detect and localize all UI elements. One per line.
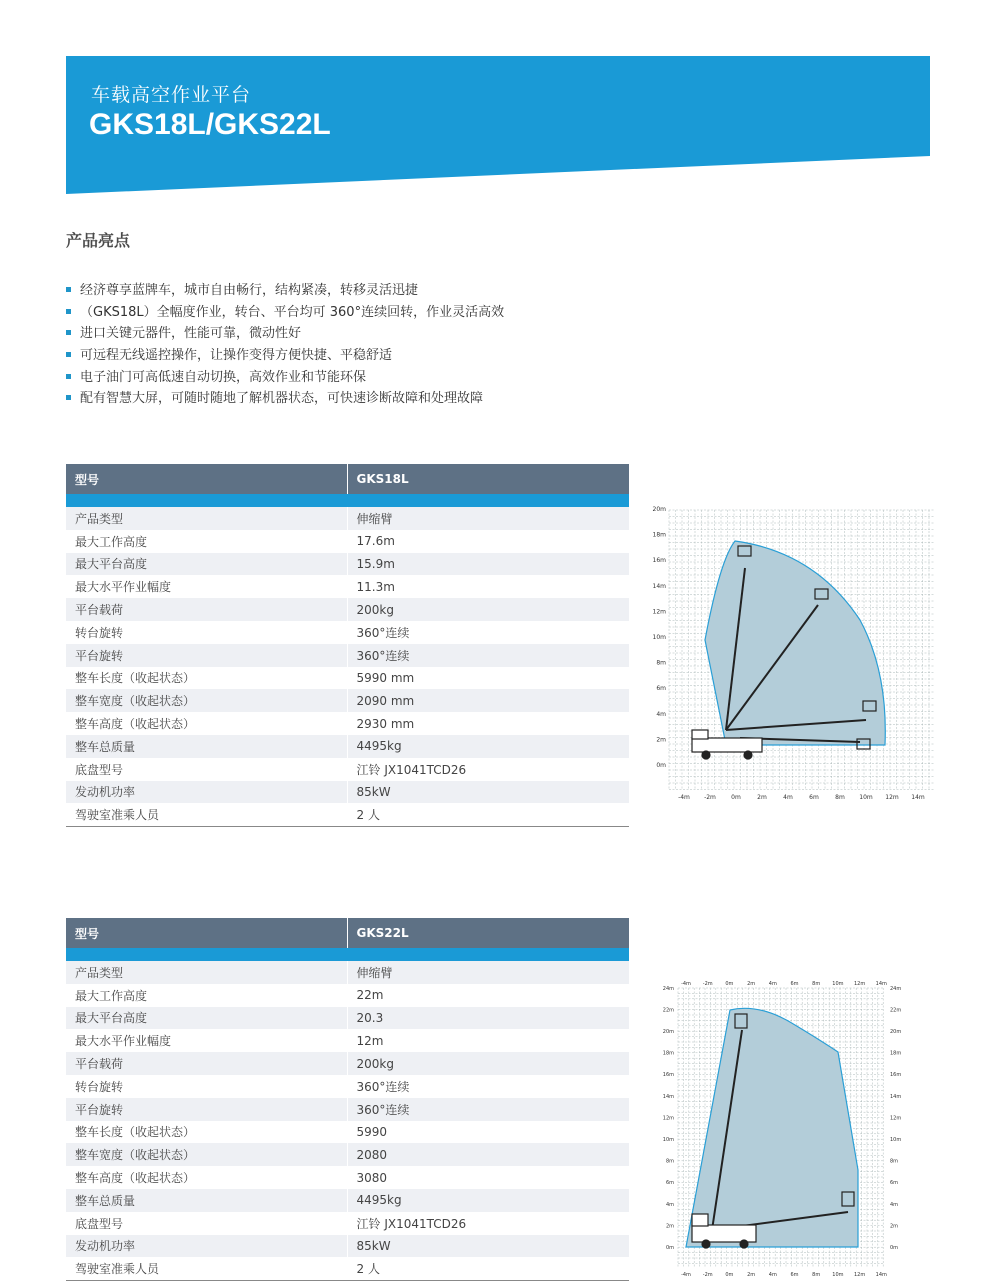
working-range-diagram-gks18l — [650, 500, 940, 805]
table-row — [66, 644, 629, 667]
working-range-diagram-gks22l — [655, 978, 900, 1280]
x-tick-label: -2m — [702, 1272, 713, 1278]
spec-value: 4495kg — [347, 1189, 629, 1212]
table-row — [66, 1121, 629, 1144]
spec-value: 4495kg — [347, 735, 629, 758]
spec-key: 转台旋转 — [66, 621, 347, 644]
x-tick-label: 10m — [859, 794, 873, 801]
x-tick-label: 2m — [747, 1272, 756, 1278]
table-row — [66, 1212, 629, 1235]
spec-key: 转台旋转 — [66, 1075, 347, 1098]
spec-key: 最大水平作业幅度 — [66, 1029, 347, 1052]
highlight-item: 进口关键元器件，性能可靠，微动性好 — [66, 323, 504, 345]
x-tick-label: 2m — [747, 981, 756, 987]
spec-key: 整车高度（收起状态） — [66, 1166, 347, 1189]
y-tick-label: 16m — [652, 557, 666, 565]
y-axis-labels-right — [890, 986, 901, 1251]
spec-key: 最大水平作业幅度 — [66, 575, 347, 598]
spec-key: 整车长度（收起状态） — [66, 1121, 347, 1144]
x-tick-label: -4m — [681, 981, 691, 987]
y-tick-label: 6m — [890, 1180, 899, 1187]
banner-subtitle: 车载高空作业平台 — [91, 84, 252, 106]
bullet-icon — [66, 374, 71, 379]
spec-value: 伸缩臂 — [347, 507, 629, 530]
bullet-icon — [66, 352, 71, 357]
y-tick-label: 18m — [890, 1050, 902, 1057]
table-row — [66, 575, 629, 598]
y-tick-label: 4m — [656, 710, 666, 718]
highlight-item: （GKS18L）全幅度作业，转台、平台均可 360°连续回转，作业灵活高效 — [66, 302, 504, 324]
spec-value: 5990 — [347, 1121, 629, 1144]
spec-value: 85kW — [347, 781, 629, 804]
y-tick-label: 10m — [662, 1137, 674, 1143]
spec-key: 发动机功率 — [66, 1235, 347, 1258]
table-row — [66, 553, 629, 576]
x-tick-label: 0m — [725, 1272, 734, 1278]
y-tick-label: 2m — [656, 736, 666, 744]
spec-key: 整车高度（收起状态） — [66, 712, 347, 735]
table-row — [66, 1052, 629, 1075]
spec-value: 360°连续 — [347, 1098, 629, 1121]
x-tick-label: -4m — [678, 794, 690, 801]
y-tick-label: 22m — [890, 1007, 902, 1014]
x-tick-label: 10m — [832, 1272, 844, 1278]
y-tick-label: 20m — [890, 1029, 902, 1035]
table-row — [66, 530, 629, 553]
spec-key: 整车宽度（收起状态） — [66, 1143, 347, 1166]
y-tick-label: 14m — [652, 582, 666, 590]
y-tick-label: 8m — [665, 1158, 674, 1165]
spec-key: 平台载荷 — [66, 598, 347, 621]
y-tick-label: 16m — [890, 1072, 902, 1079]
spec-value: 江铃 JX1041TCD26 — [347, 1212, 629, 1235]
x-tick-label: 8m — [812, 1272, 821, 1278]
spec-key: 整车宽度（收起状态） — [66, 689, 347, 712]
table-row — [66, 1189, 629, 1212]
spec-value: 3080 — [347, 1166, 629, 1189]
spec-key: 最大平台高度 — [66, 1007, 347, 1030]
x-tick-label: 8m — [812, 981, 821, 987]
x-tick-label: 12m — [853, 981, 866, 987]
y-tick-label: 14m — [890, 1093, 902, 1100]
y-tick-label: 2m — [665, 1223, 674, 1230]
y-tick-label: 0m — [656, 762, 666, 769]
spec-value: 2 人 — [347, 803, 629, 826]
table-row — [66, 1257, 629, 1280]
x-tick-label: 12m — [885, 794, 899, 801]
x-axis-labels — [681, 1272, 887, 1278]
bullet-icon — [66, 287, 71, 292]
y-tick-label: 8m — [890, 1158, 899, 1165]
highlights-title: 产品亮点 — [66, 231, 131, 250]
y-tick-label: 6m — [665, 1180, 674, 1187]
x-tick-label: 4m — [768, 1272, 777, 1278]
spec-value: 2080 — [347, 1143, 629, 1166]
spec-key: 驾驶室准乘人员 — [66, 803, 347, 826]
y-tick-label: 10m — [652, 634, 666, 641]
y-tick-label: 16m — [662, 1072, 674, 1079]
table-row — [66, 1235, 629, 1258]
spec-header-model: GKS18L — [347, 464, 629, 494]
spec-value: 江铃 JX1041TCD26 — [347, 758, 629, 781]
spec-table-gks22l — [66, 918, 629, 1281]
x-tick-label: 12m — [853, 1272, 866, 1278]
spec-header-model: GKS22L — [347, 918, 629, 948]
y-tick-label: 20m — [662, 1029, 674, 1035]
x-tick-label: -2m — [704, 794, 716, 801]
y-tick-label: 22m — [662, 1007, 674, 1014]
x-tick-label: -4m — [681, 1272, 691, 1278]
table-row — [66, 984, 629, 1007]
spec-key: 整车总质量 — [66, 1189, 347, 1212]
spec-value: 360°连续 — [347, 1075, 629, 1098]
spec-key: 平台旋转 — [66, 1098, 347, 1121]
y-tick-label: 10m — [890, 1137, 902, 1143]
x-tick-label: 14m — [875, 981, 887, 987]
y-tick-label: 18m — [652, 531, 666, 539]
table-row — [66, 507, 629, 530]
x-tick-label: 0m — [731, 794, 741, 801]
x-tick-label: 4m — [768, 981, 777, 987]
highlight-item: 可远程无线遥控操作，让操作变得方便快捷、平稳舒适 — [66, 345, 504, 367]
y-tick-label: 4m — [665, 1201, 674, 1208]
spec-value: 11.3m — [347, 575, 629, 598]
x-tick-label: -2m — [702, 981, 713, 987]
y-tick-label: 0m — [665, 1245, 674, 1251]
y-tick-label: 18m — [662, 1050, 674, 1057]
x-tick-label: 0m — [725, 981, 734, 987]
y-axis-labels — [663, 986, 674, 1251]
spec-value: 85kW — [347, 1235, 629, 1258]
table-row — [66, 781, 629, 804]
spec-key: 整车长度（收起状态） — [66, 667, 347, 690]
highlight-item: 经济尊享蓝牌车，城市自由畅行，结构紧凑，转移灵活迅捷 — [66, 280, 504, 302]
spec-table-gks18l — [66, 464, 629, 827]
accent-bar — [66, 948, 629, 961]
bullet-icon — [66, 395, 71, 400]
y-tick-label: 14m — [662, 1093, 674, 1100]
x-tick-label: 8m — [835, 794, 845, 801]
y-tick-label: 24m — [890, 985, 902, 992]
table-row — [66, 667, 629, 690]
spec-key: 发动机功率 — [66, 781, 347, 804]
spec-value: 200kg — [347, 1052, 629, 1075]
table-row — [66, 803, 629, 826]
spec-value: 200kg — [347, 598, 629, 621]
spec-value: 2 人 — [347, 1257, 629, 1280]
table-row — [66, 1029, 629, 1052]
y-tick-label: 12m — [652, 608, 666, 616]
table-row — [66, 598, 629, 621]
x-axis-labels — [678, 794, 925, 801]
table-row — [66, 1166, 629, 1189]
spec-value: 360°连续 — [347, 621, 629, 644]
y-tick-label: 0m — [890, 1245, 899, 1251]
x-tick-label: 2m — [757, 794, 767, 801]
y-tick-label: 6m — [656, 685, 666, 693]
x-axis-labels-top — [681, 981, 887, 987]
spec-value: 2930 mm — [347, 712, 629, 735]
x-tick-label: 14m — [875, 1272, 887, 1278]
x-tick-label: 4m — [783, 794, 793, 801]
accent-bar — [66, 494, 629, 507]
y-tick-label: 12m — [662, 1115, 674, 1122]
bullet-icon — [66, 330, 71, 335]
spec-key: 平台旋转 — [66, 644, 347, 667]
spec-value: 5990 mm — [347, 667, 629, 690]
spec-header-label: 型号 — [66, 464, 347, 494]
highlight-item: 电子油门可高低速自动切换，高效作业和节能环保 — [66, 367, 504, 389]
banner-title: GKS18L/GKS22L — [89, 108, 331, 141]
y-tick-label: 24m — [662, 985, 674, 992]
table-row — [66, 961, 629, 984]
table-row — [66, 1098, 629, 1121]
spec-value: 12m — [347, 1029, 629, 1052]
y-tick-label: 12m — [890, 1115, 902, 1122]
spec-key: 整车总质量 — [66, 735, 347, 758]
spec-key: 平台载荷 — [66, 1052, 347, 1075]
spec-value: 15.9m — [347, 553, 629, 576]
table-row — [66, 758, 629, 781]
spec-value: 2090 mm — [347, 689, 629, 712]
table-row — [66, 1075, 629, 1098]
spec-header-label: 型号 — [66, 918, 347, 948]
spec-key: 产品类型 — [66, 961, 347, 984]
y-tick-label: 4m — [890, 1201, 899, 1208]
y-axis-labels — [653, 506, 667, 769]
table-row — [66, 621, 629, 644]
x-tick-label: 14m — [911, 794, 925, 801]
y-tick-label: 20m — [652, 506, 666, 513]
spec-key: 最大工作高度 — [66, 984, 347, 1007]
working-envelope — [686, 1008, 858, 1247]
spec-key: 底盘型号 — [66, 758, 347, 781]
x-tick-label: 6m — [790, 981, 799, 987]
spec-key: 底盘型号 — [66, 1212, 347, 1235]
working-envelope — [705, 541, 885, 745]
highlights-list — [66, 280, 504, 410]
spec-value: 360°连续 — [347, 644, 629, 667]
bullet-icon — [66, 309, 71, 314]
spec-value: 22m — [347, 984, 629, 1007]
spec-value: 伸缩臂 — [347, 961, 629, 984]
table-row — [66, 712, 629, 735]
x-tick-label: 6m — [809, 794, 819, 801]
y-tick-label: 2m — [890, 1223, 899, 1230]
x-tick-label: 10m — [832, 981, 844, 987]
table-row — [66, 1007, 629, 1030]
y-tick-label: 8m — [656, 659, 666, 667]
x-tick-label: 6m — [790, 1272, 799, 1278]
table-row — [66, 735, 629, 758]
spec-value: 20.3 — [347, 1007, 629, 1030]
spec-value: 17.6m — [347, 530, 629, 553]
table-row — [66, 689, 629, 712]
spec-key: 最大平台高度 — [66, 553, 347, 576]
highlight-item: 配有智慧大屏，可随时随地了解机器状态，可快速诊断故障和处理故障 — [66, 388, 504, 410]
table-row — [66, 1143, 629, 1166]
spec-key: 驾驶室准乘人员 — [66, 1257, 347, 1280]
spec-key: 最大工作高度 — [66, 530, 347, 553]
spec-key: 产品类型 — [66, 507, 347, 530]
